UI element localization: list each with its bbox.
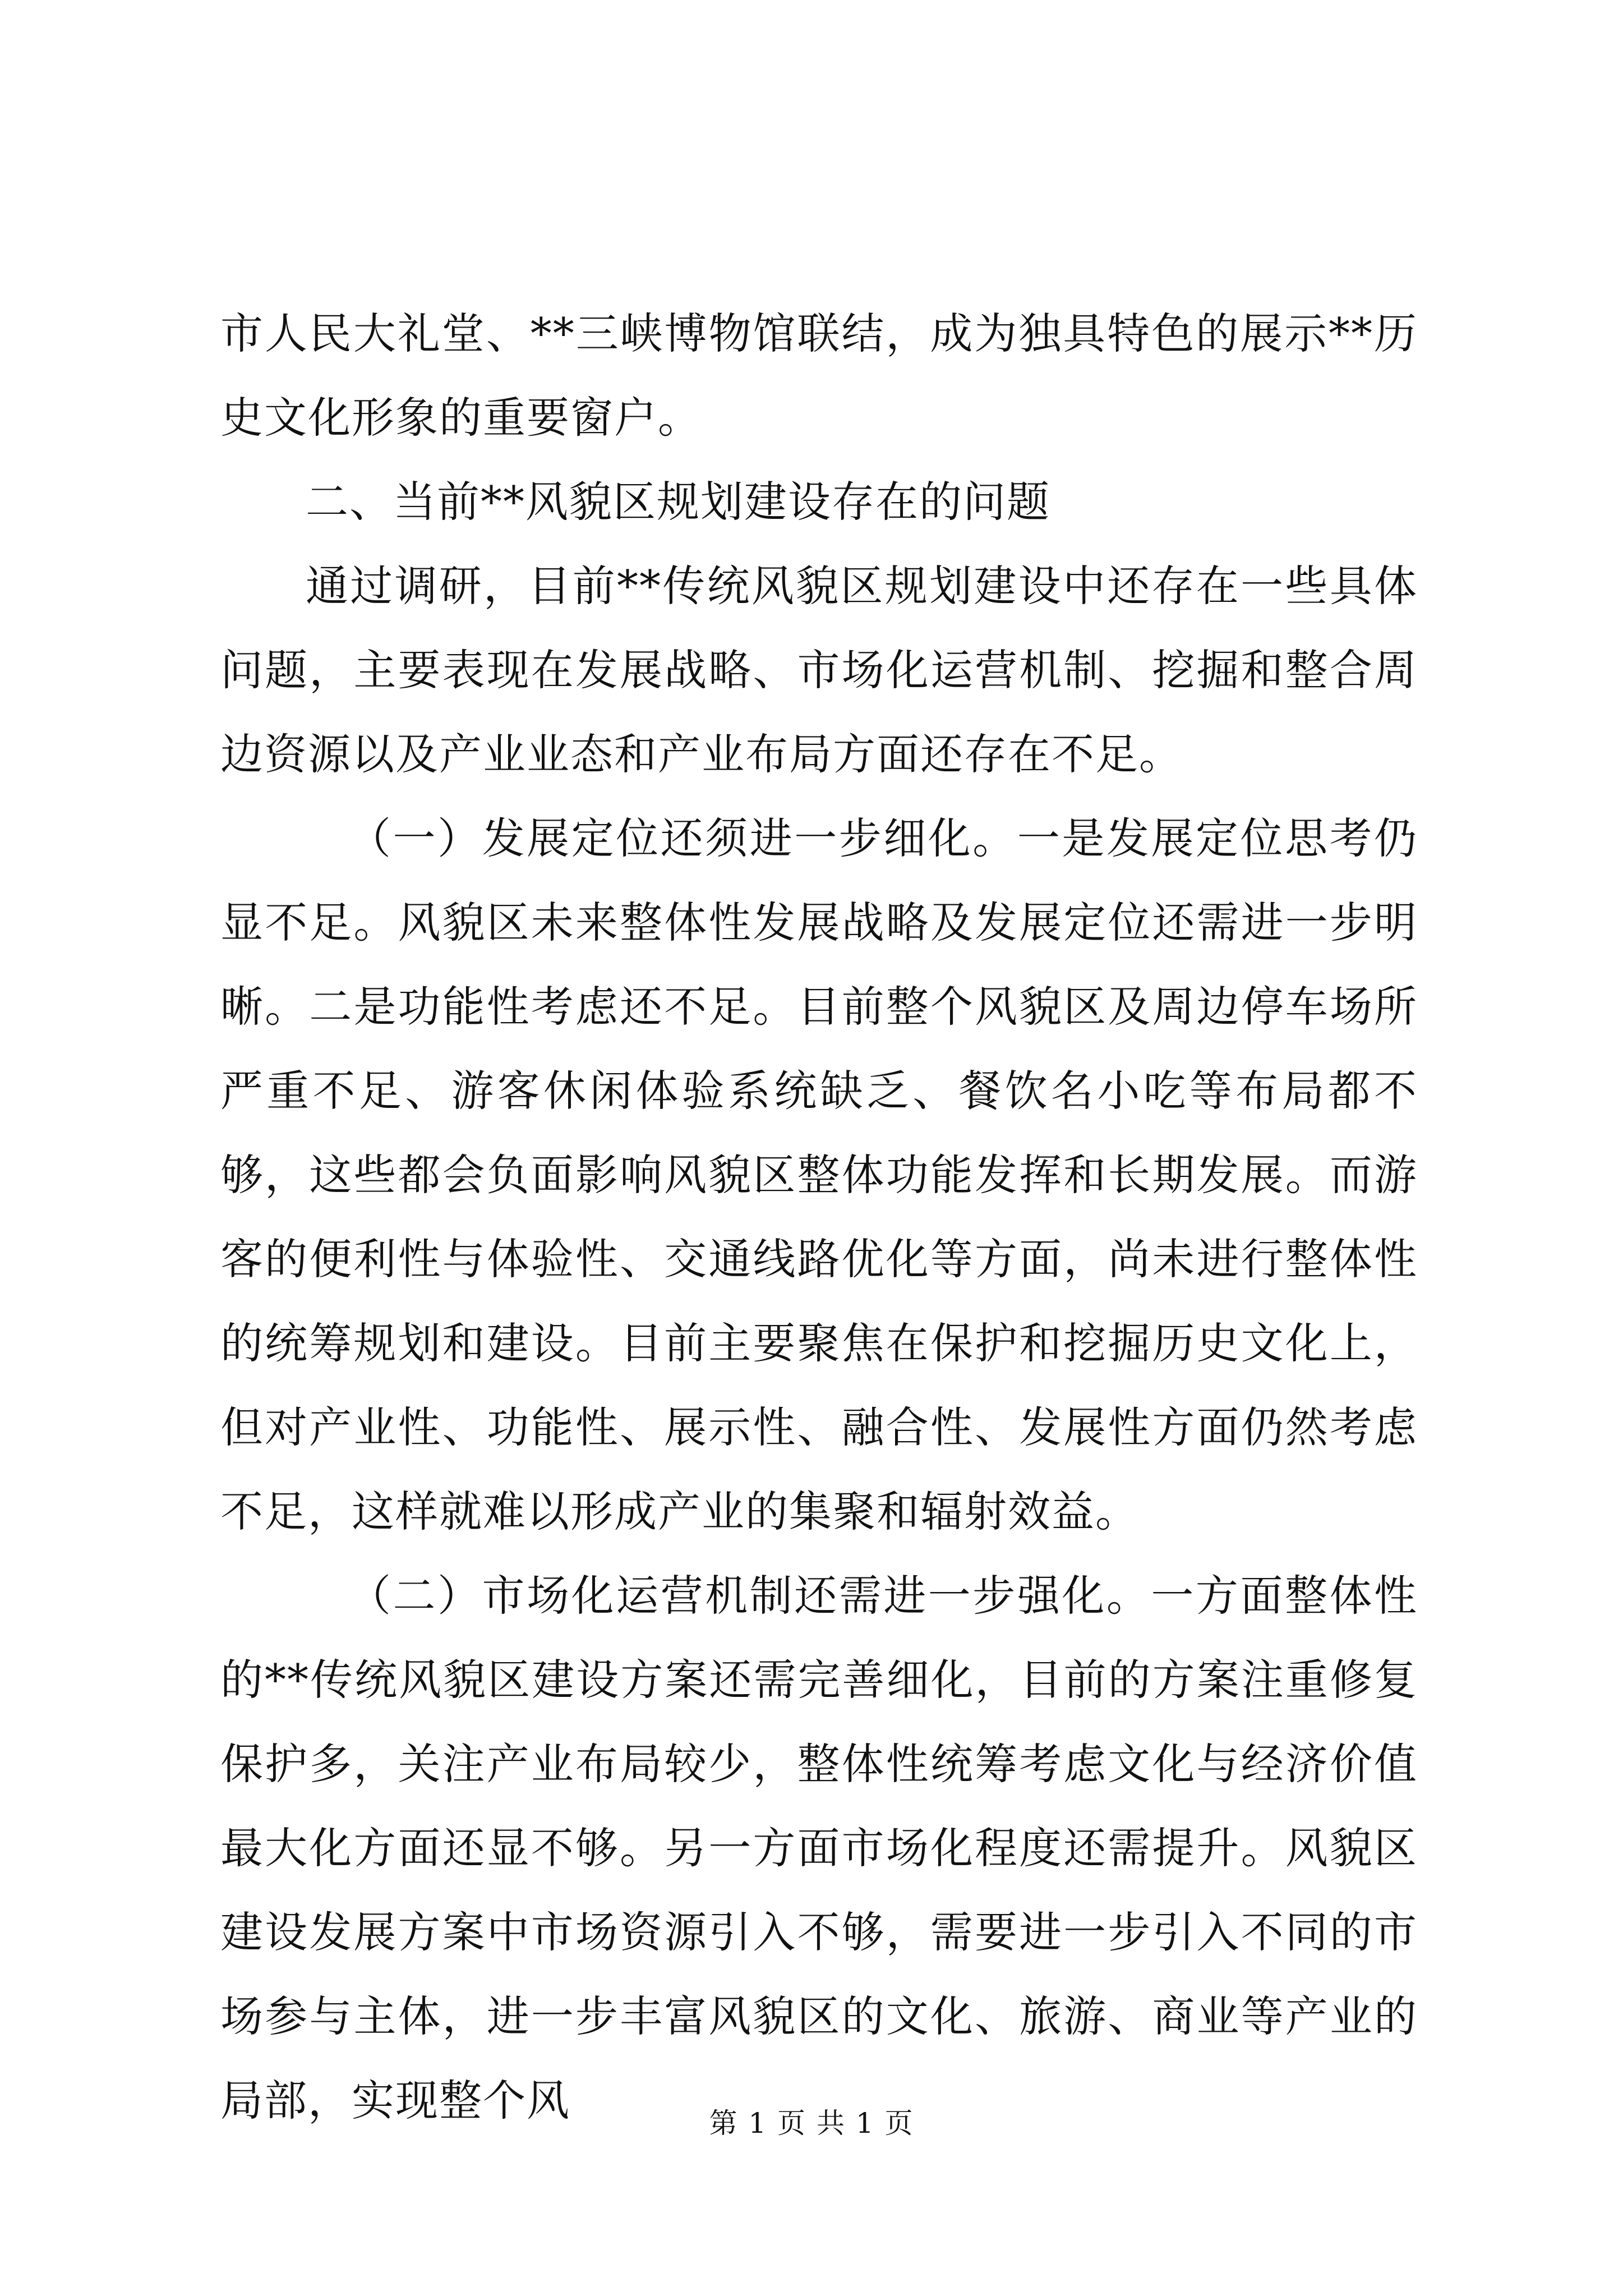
paragraph-point-two: （二）市场化运营机制还需进一步强化。一方面整体性的**传统风貌区建设方案还需完善细化，目前的方案注重修复保护多，关注产业布局较少，整体性统筹考虑文化与经济价值最大化方面还显不够。另一方面市场化程度还需提升。风貌区建设发展方案中市场资源引入不够，需要进一步引入不同的市场参与主体，进一步丰富风貌区的文化、旅游、商业等产业的局部，实现整个风: [220, 1571, 1418, 2125]
paragraph-intro-continuation: 市人民大礼堂、**三峡博物馆联结，成为独具特色的展示**历史文化形象的重要窗户。: [220, 309, 1418, 443]
page-footer: 第 1 页 共 1 页: [709, 2107, 914, 2139]
paragraph-survey-summary: 通过调研，目前**传统风貌区规划建设中还存在一些具体问题，主要表现在发展战略、市场化运营机制、挖掘和整合周边资源以及产业业态和产业布局方面还存在不足。: [220, 561, 1418, 779]
paragraph-point-one: （一）发展定位还须进一步细化。一是发展定位思考仍显不足。风貌区未来整体性发展战略及发展定位还需进一步明晰。二是功能性考虑还不足。目前整个风貌区及周边停车场所严重不足、游客休闲体验系统缺乏、餐饮名小吃等布局都不够，这些都会负面影响风貌区整体功能发挥和长期发展。而游客的便利性与体验性、交通线路优化等方面，尚未进行整体性的统筹规划和建设。目前主要聚焦在保护和挖掘历史文化上，但对产业性、功能性、展示性、融合性、发展性方面仍然考虑不足，这样就难以形成产业的集聚和辐射效益。: [220, 813, 1418, 1536]
document-body: [220, 292, 1418, 2143]
section-heading-problems: 二、当前**风貌区规划建设存在的问题: [306, 477, 1050, 527]
